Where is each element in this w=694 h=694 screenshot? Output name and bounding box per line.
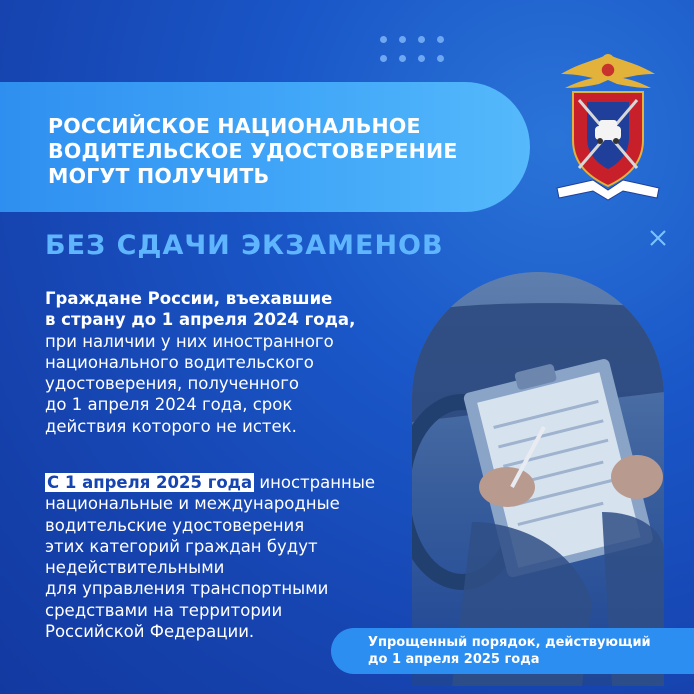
paragraph-line: Граждане России, въехавшие [45,289,333,308]
date-highlight: до 1 апреля 2024 года, [131,310,356,330]
paragraph-line: этих категорий граждан будут [45,536,318,556]
dot-icon [418,55,425,62]
paragraph-line: для управления транспортными [45,579,329,599]
paragraph-text: иностранные [254,473,375,492]
close-icon [648,228,668,248]
title-line: МОГУТ ПОЛУЧИТЬ [48,164,270,188]
dot-icon [380,36,387,43]
paragraph-line: Российской Федерации. [45,622,255,642]
subheading: БЕЗ СДАЧИ ЭКЗАМЕНОВ [45,230,444,261]
footer-line: до 1 апреля 2025 года [368,652,540,667]
title-line: РОССИЙСКОЕ НАЦИОНАЛЬНОЕ [48,114,421,138]
traffic-police-emblem-icon [553,40,663,205]
footer-line: Упрощенный порядок, действующий [368,635,651,650]
paragraph-text: в страну [45,310,132,330]
paragraph-line: при наличии у них иностранного [45,331,334,351]
paragraph-line [45,472,425,493]
title-line: ВОДИТЕЛЬСКОЕ УДОСТОВЕРЕНИЕ [48,139,458,163]
date-highlight-box: С 1 апреля 2025 года [47,473,253,492]
dot-icon [399,55,406,62]
dot-icon [399,36,406,43]
paragraph-line [45,309,415,330]
paragraph-invalidation [45,472,425,642]
dot-icon [437,55,444,62]
paragraph-line: средствами на территории [45,600,283,620]
paragraph-line: удостоверения, полученного [45,374,300,394]
paragraph-line: действия которого не истек. [45,416,297,436]
dot-icon [380,55,387,62]
page-title [48,114,508,189]
dot-icon [437,36,444,43]
paragraph-line: национальные и международные [45,494,340,514]
paragraph-line: недействительными [45,558,225,578]
paragraph-line: национального водительского [45,352,314,372]
paragraph-citizens [45,288,415,437]
paragraph-line: водительские удостоверения [45,515,305,535]
driver-photo [412,272,664,686]
footer-note [368,634,668,668]
dot-icon [418,36,425,43]
paragraph-line: до 1 апреля 2024 года, срок [45,395,293,415]
